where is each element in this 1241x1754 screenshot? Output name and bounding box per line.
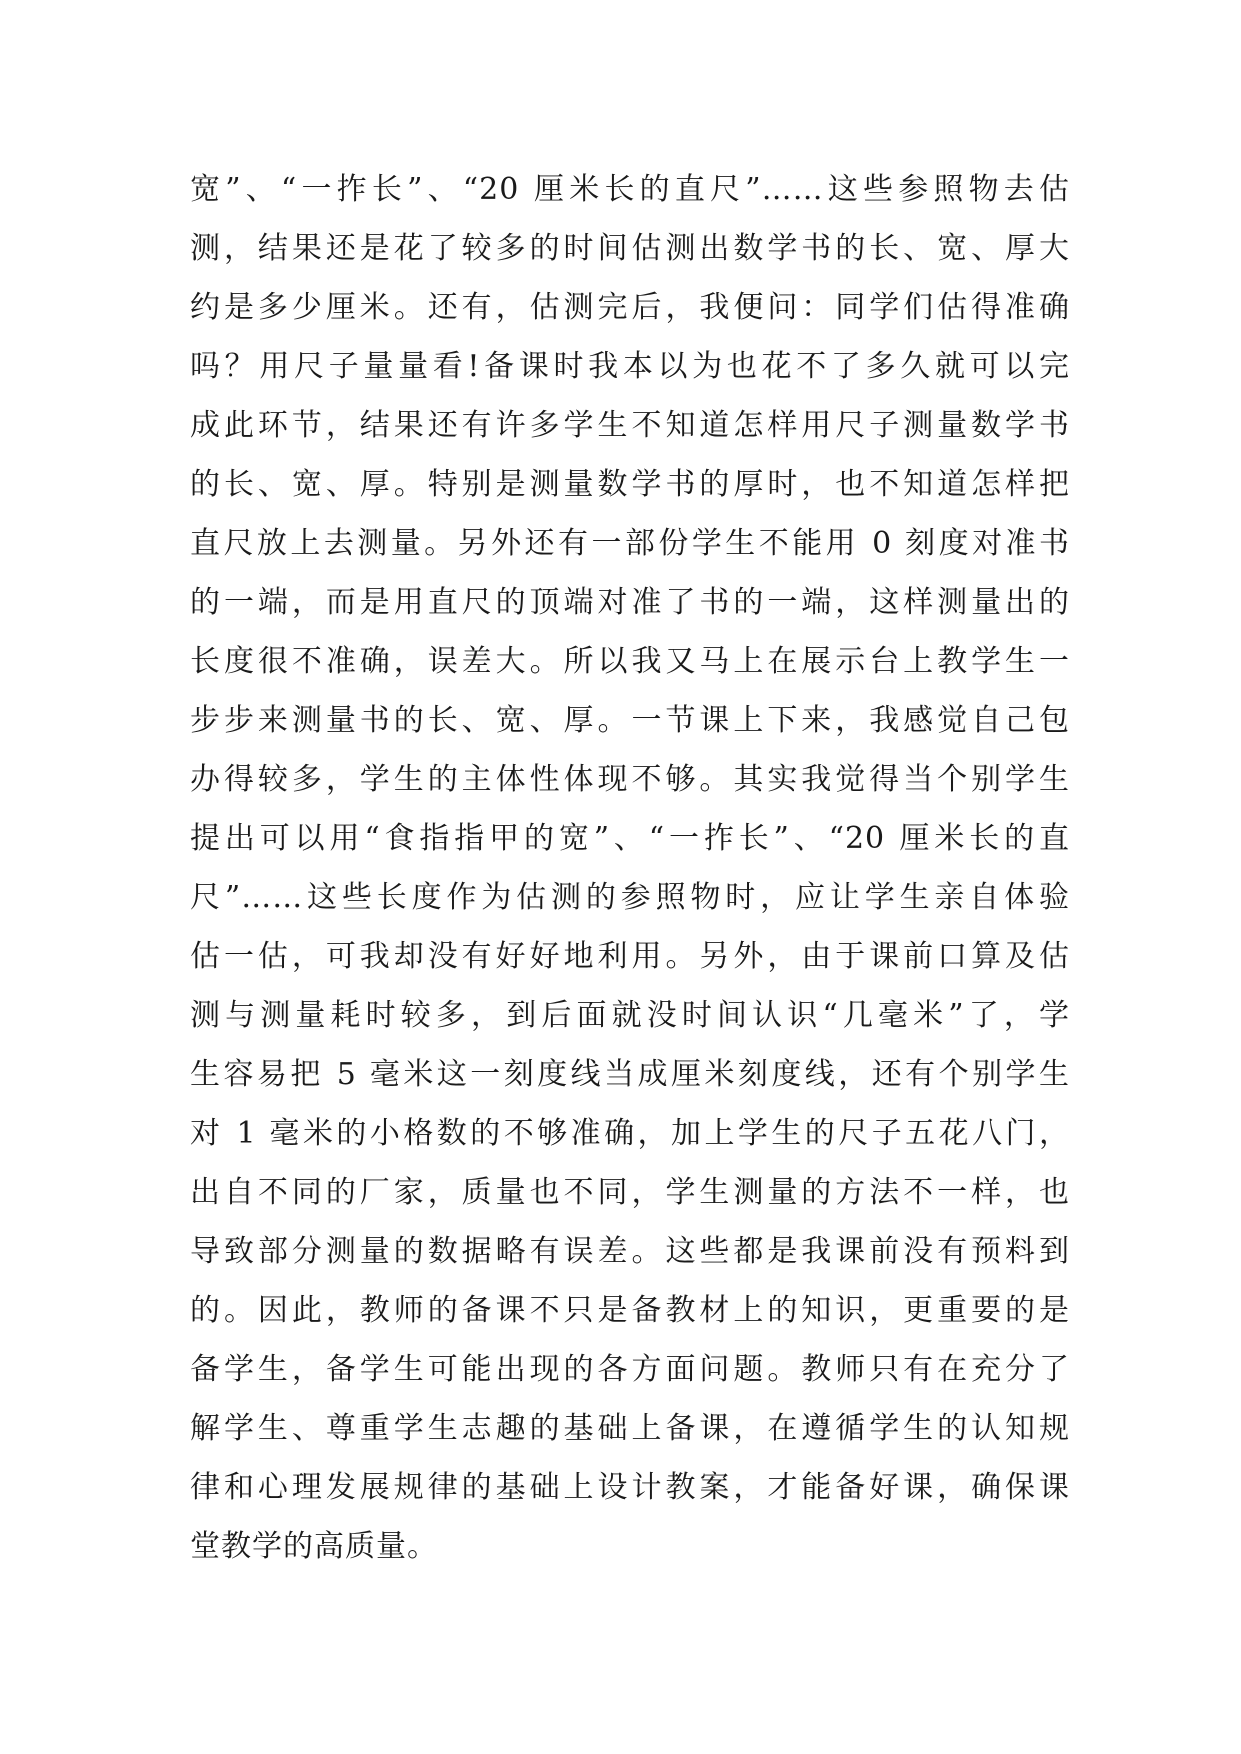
text-line: 吗？用尺子量量看!备课时我本以为也花不了多久就可以完 xyxy=(190,349,1070,384)
text-line: 生容易把 5 毫米这一刻度线当成厘米刻度线，还有个别学生 xyxy=(190,1057,1070,1092)
text-line: 的长、宽、厚。特别是测量数学书的厚时，也不知道怎样把 xyxy=(190,467,1070,502)
text-line: 提出可以用“食指指甲的宽”、“一拃长”、“20 厘米长的直 xyxy=(190,821,1070,856)
text-line: 的。因此，教师的备课不只是备教材上的知识，更重要的是 xyxy=(190,1293,1070,1328)
text-line: 长度很不准确，误差大。所以我又马上在展示台上教学生一 xyxy=(190,644,1070,679)
text-line-last: 堂教学的高质量。 xyxy=(190,1529,438,1564)
text-line: 尺”……这些长度作为估测的参照物时，应让学生亲自体验 xyxy=(190,880,1070,915)
text-line: 成此环节，结果还有许多学生不知道怎样用尺子测量数学书 xyxy=(190,408,1070,443)
text-line: 宽”、“一拃长”、“20 厘米长的直尺”……这些参照物去估 xyxy=(190,172,1070,207)
text-line: 对 1 毫米的小格数的不够准确，加上学生的尺子五花八门， xyxy=(190,1116,1070,1151)
text-line: 测与测量耗时较多，到后面就没时间认识“几毫米”了，学 xyxy=(190,998,1070,1033)
text-line: 出自不同的厂家，质量也不同，学生测量的方法不一样，也 xyxy=(190,1175,1070,1210)
text-line: 步步来测量书的长、宽、厚。一节课上下来，我感觉自己包 xyxy=(190,703,1070,738)
body-text xyxy=(190,160,1070,1576)
text-line: 约是多少厘米。还有，估测完后，我便问：同学们估得准确 xyxy=(190,290,1070,325)
text-line: 的一端，而是用直尺的顶端对准了书的一端，这样测量出的 xyxy=(190,585,1070,620)
text-line: 导致部分测量的数据略有误差。这些都是我课前没有预料到 xyxy=(190,1234,1070,1269)
text-line: 估一估，可我却没有好好地利用。另外，由于课前口算及估 xyxy=(190,939,1070,974)
text-line: 直尺放上去测量。另外还有一部份学生不能用 0 刻度对准书 xyxy=(190,526,1070,561)
text-line: 备学生，备学生可能出现的各方面问题。教师只有在充分了 xyxy=(190,1352,1070,1387)
text-line: 解学生、尊重学生志趣的基础上备课，在遵循学生的认知规 xyxy=(190,1411,1070,1446)
text-line: 办得较多，学生的主体性体现不够。其实我觉得当个别学生 xyxy=(190,762,1070,797)
text-line: 律和心理发展规律的基础上设计教案，才能备好课，确保课 xyxy=(190,1470,1070,1505)
text-line: 测，结果还是花了较多的时间估测出数学书的长、宽、厚大 xyxy=(190,231,1070,266)
